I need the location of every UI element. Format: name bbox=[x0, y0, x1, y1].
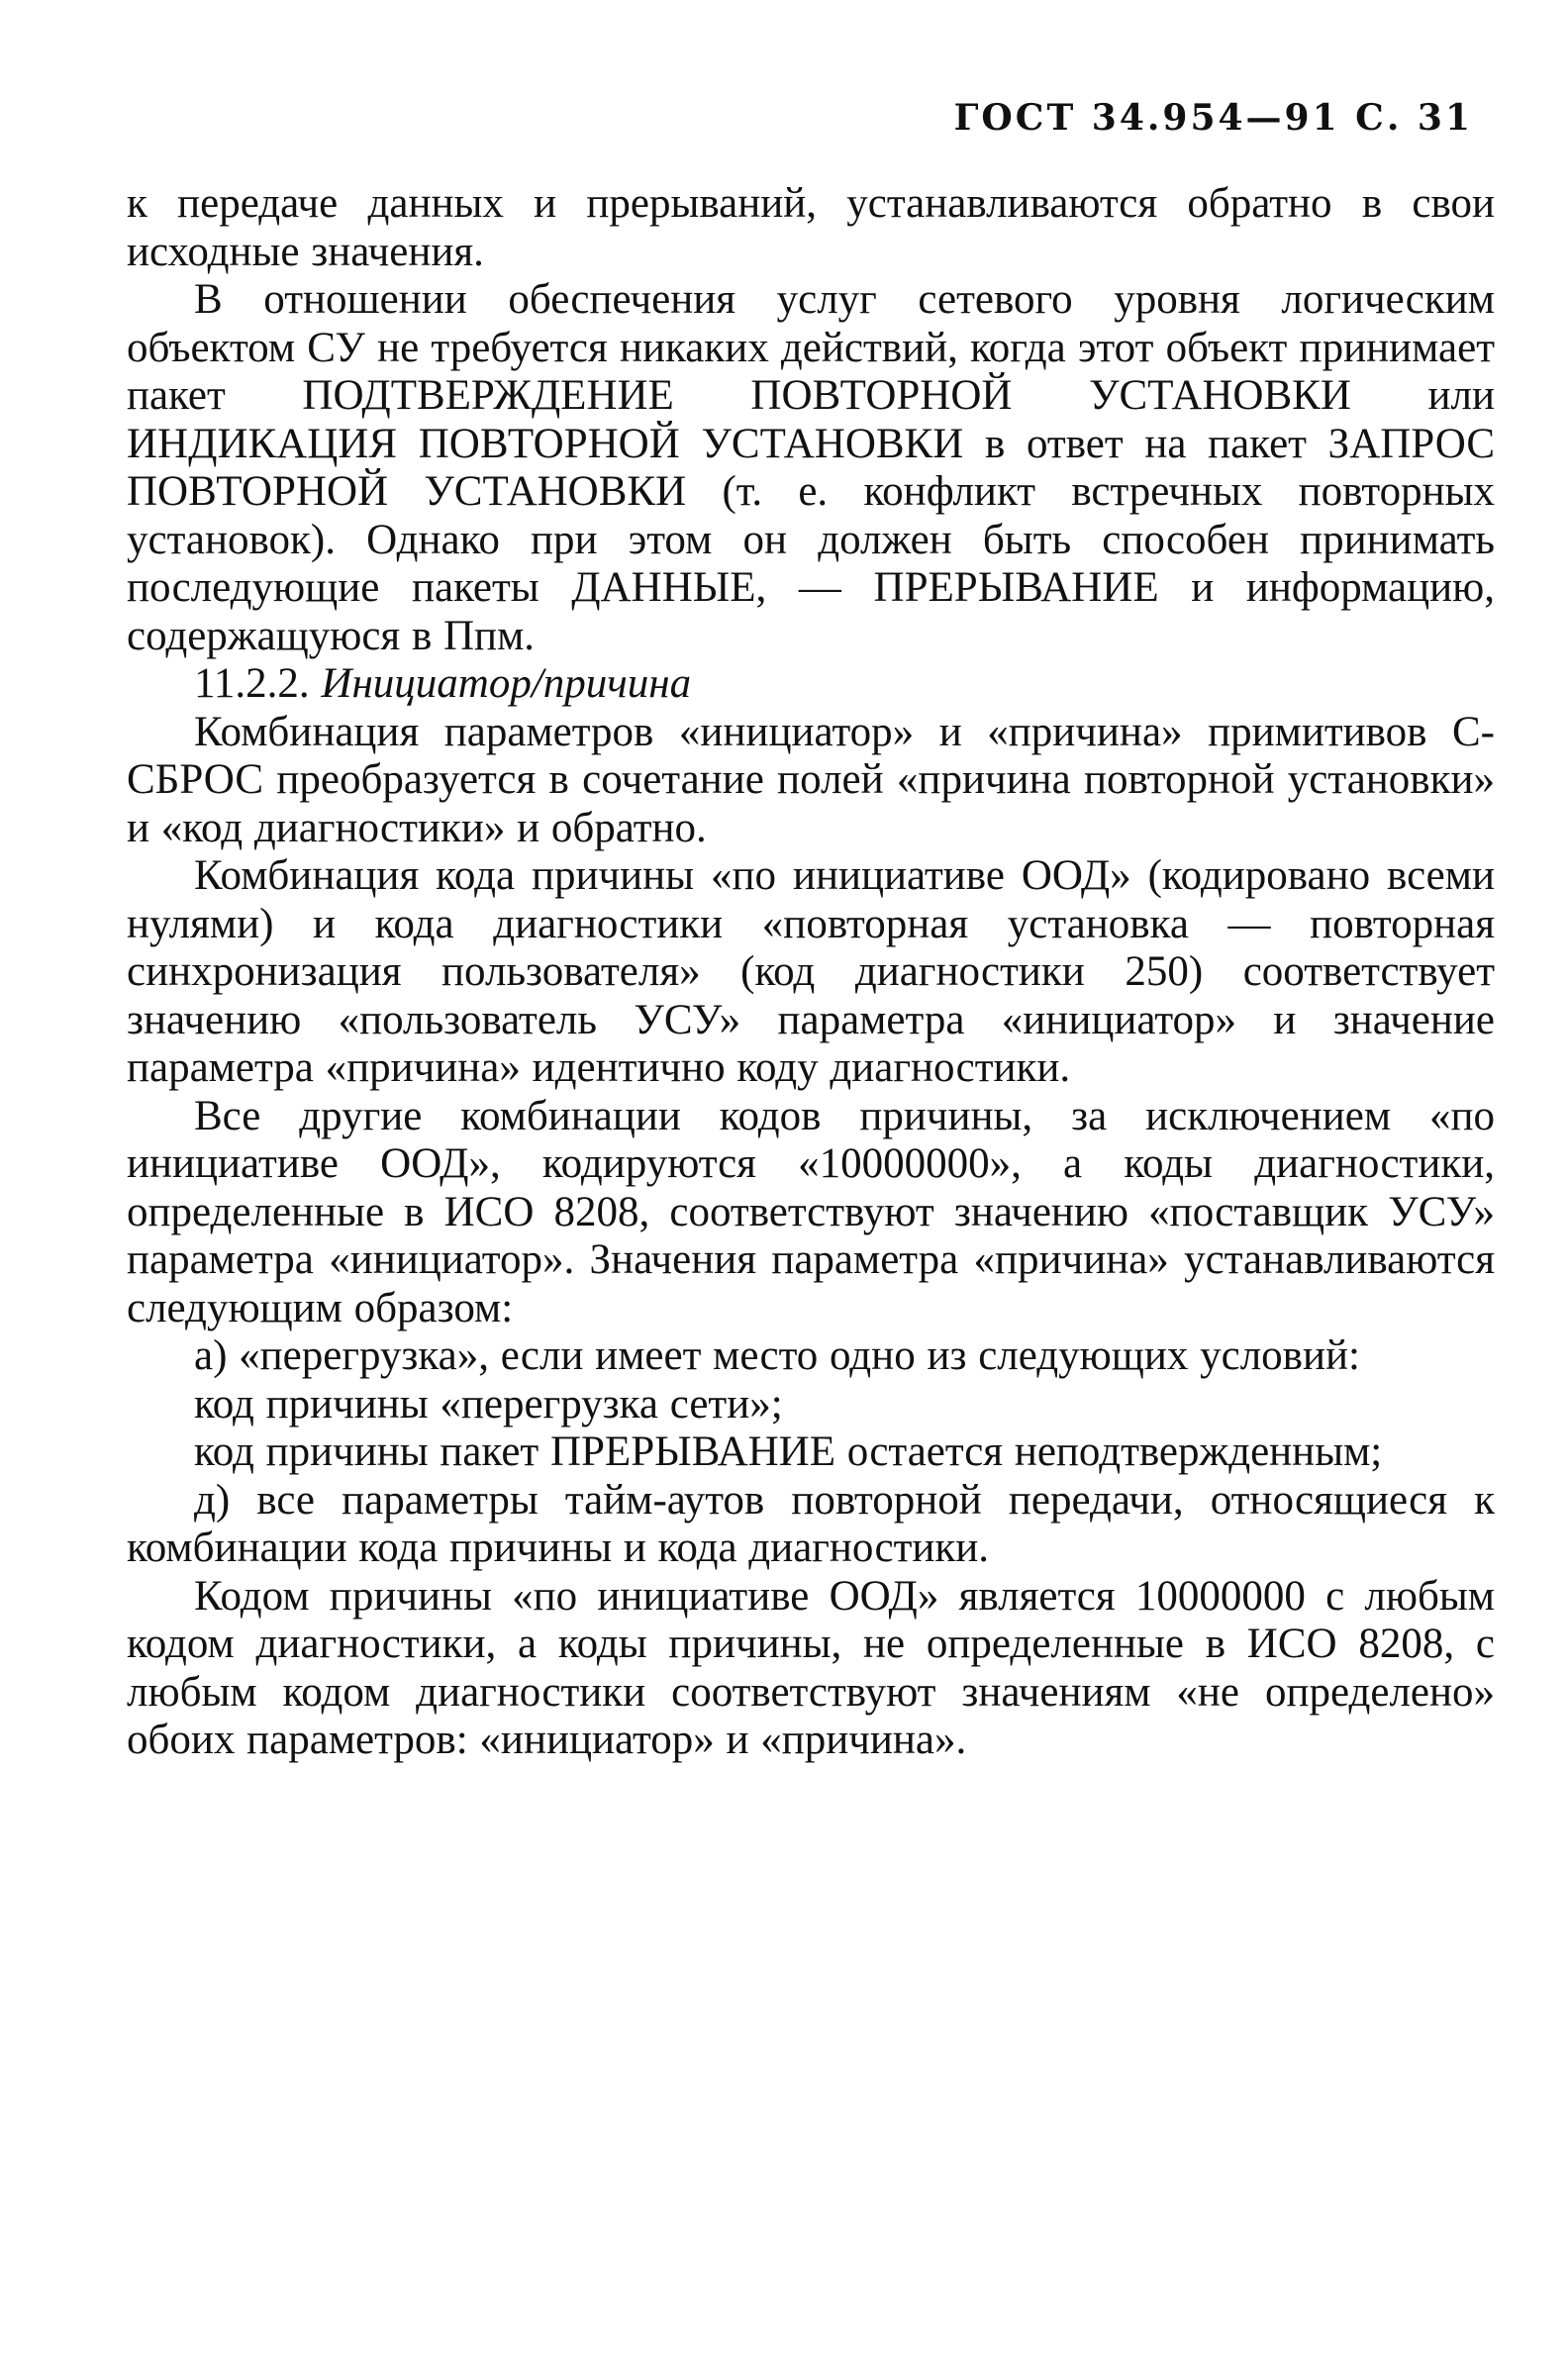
page-header: ГОСТ 34.954—91 С. 31 bbox=[953, 97, 1473, 139]
document-body bbox=[127, 180, 1495, 1765]
section-number: 11.2.2. bbox=[194, 660, 310, 707]
list-item-a-condition-2: код причины пакет ПРЕРЫВАНИЕ остается неподтвержденным; bbox=[194, 1428, 1383, 1475]
paragraph-final: Кодом причины «по инициативе ООД» является 10000000 с любым кодом диагностики, а коды причины, не определенные в ИСО 8208, с любым кодом диагностики соответствуют значениям «не определено» обоих параметров: «инициатор» и «причина». bbox=[127, 1572, 1495, 1763]
section-heading bbox=[127, 660, 1495, 709]
paragraph-network-service: В отношении обеспечения услуг сетевого уровня логическим объектом СУ не требуется никаких действий, когда этот объект принимает пакет ПОДТВЕРЖДЕНИЕ ПОВТОРНОЙ УСТАНОВКИ или ИНДИКАЦИЯ ПОВТОРНОЙ УСТАНОВКИ в ответ на пакет ЗАПРОС ПОВТОРНОЙ УСТАНОВКИ (т. е. конфликт встречных повторных установок). Однако при этом он должен быть способен принимать последующие пакеты ДАННЫЕ, — ПРЕРЫВАНИЕ и информацию, содержащуюся в Ппм. bbox=[127, 276, 1495, 659]
list-item-a-condition-1: код причины «перегрузка сети»; bbox=[194, 1380, 783, 1427]
list-item-d: д) все параметры тайм-аутов повторной передачи, относящиеся к комбинации кода причины и кода диагностики. bbox=[127, 1476, 1495, 1571]
paragraph-combination: Комбинация параметров «инициатор» и «причина» примитивов С-СБРОС преобразуется в сочетание полей «причина повторной установки» и «код диагностики» и обратно. bbox=[127, 708, 1495, 851]
paragraph-other-combinations: Все другие комбинации кодов причины, за исключением «по инициативе ООД», кодируются «10000000», а коды диагностики, определенные в ИСО 8208, соответствуют значению «поставщик УСУ» параметра «инициатор». Значения параметра «причина» устанавливаются следующим образом: bbox=[127, 1092, 1495, 1331]
paragraph-reason-code: Комбинация кода причины «по инициативе ООД» (кодировано всеми нулями) и кода диагностики «повторная установка — повторная синхронизация пользователя» (код диагностики 250) соответствует значению «пользователь УСУ» параметра «инициатор» и значение параметра «причина» идентично коду диагностики. bbox=[127, 852, 1495, 1091]
list-item-a: а) «перегрузка», если имеет место одно из следующих условий: bbox=[194, 1332, 1360, 1379]
paragraph-continuation: к передаче данных и прерываний, устанавливаются обратно в свои исходные значения. bbox=[127, 180, 1495, 275]
section-title: Инициатор/причина bbox=[321, 660, 692, 707]
